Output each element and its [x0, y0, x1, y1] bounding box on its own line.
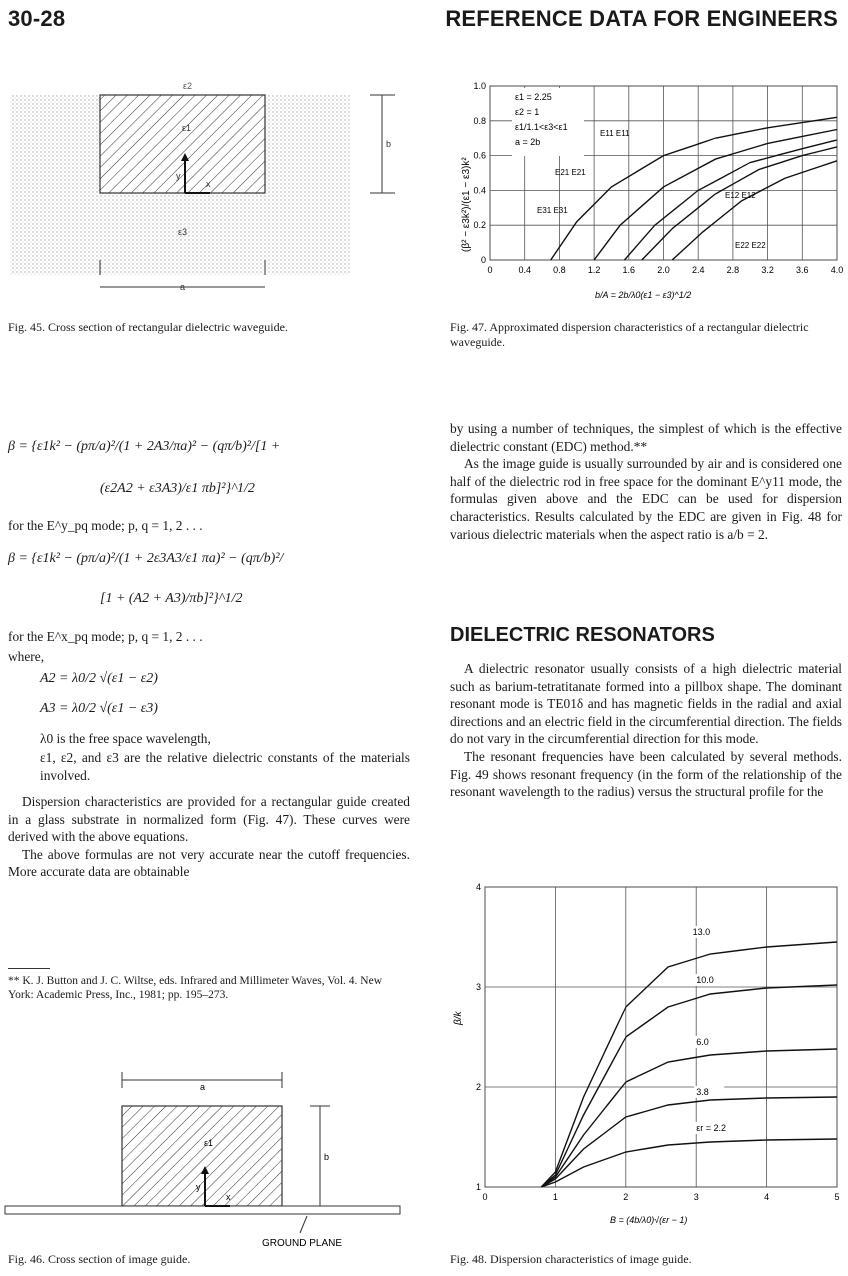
- fig46-y-label: y: [196, 1182, 201, 1192]
- fig45-diagram: [0, 75, 420, 305]
- fig47-curves: [551, 117, 837, 260]
- footnote: ** K. J. Button and J. C. Wiltse, eds. Infrared and Millimeter Waves, Vol. 4. New York: Academic Press, Inc., 1981; pp. 195–273.: [8, 975, 383, 1001]
- x-tick-label: 2: [623, 1192, 629, 1202]
- para-resonant-freq: The resonant frequencies have been calculated by several methods. Fig. 49 shows resonant frequency (in the form of the relationship of the resonant wavelength to the radius) versus the structural profile for the: [450, 748, 842, 800]
- equation-1-line-2: (ε2A2 + ε3A3)/ε1 πb]²}^1/2: [100, 481, 255, 496]
- fig46-diagram: [0, 1068, 420, 1248]
- fig47-param-1: ε1 = 2.25: [515, 92, 552, 102]
- fig46-caption: Fig. 46. Cross section of image guide.: [8, 1252, 191, 1266]
- x-tick-label: 2.8: [726, 265, 740, 275]
- right-column-resonator: [450, 660, 842, 801]
- dielectric-core: [100, 95, 265, 193]
- series-label-2: 10.0: [696, 975, 714, 985]
- series-label-3: 6.0: [696, 1037, 709, 1047]
- dispersion-paragraph: [8, 793, 410, 881]
- image-guide-core: [122, 1106, 282, 1206]
- fig47-mode-1: E11 E11: [600, 129, 630, 138]
- fig48-curves: [541, 942, 837, 1187]
- fig45-caption: Fig. 45. Cross section of rectangular dielectric waveguide.: [8, 320, 288, 334]
- y-tick-label: 0.2: [473, 220, 486, 231]
- fig45-y-label: y: [176, 171, 181, 181]
- fig47-mode-4: E12 E12: [725, 191, 756, 200]
- x-tick-label: 4.0: [830, 265, 844, 275]
- para-edc: by using a number of techniques, the simplest of which is the effective dielectric constant (EDC) method.**: [450, 421, 842, 454]
- where-label: where,: [8, 649, 45, 664]
- page-number: 30-28: [8, 6, 66, 31]
- y-tick-label: 2: [475, 1082, 481, 1092]
- ground-plane-label: GROUND PLANE: [262, 1238, 343, 1248]
- x-tick-label: 1.2: [587, 265, 601, 275]
- y-tick-label: 0.4: [473, 185, 486, 196]
- fig45-e1-label: ε1: [182, 123, 192, 133]
- equation-2-line-2: [1 + (A2 + A3)/πb]²}^1/2: [100, 591, 243, 606]
- fig45-a-label: a: [180, 282, 186, 292]
- y-tick-label: 0.6: [473, 150, 486, 161]
- fig47-ylabel: (β² − ε3k²)/(ε1 − ε3)k²: [461, 157, 472, 252]
- for-ex-mode: for the E^x_pq mode; p, q = 1, 2 . . .: [8, 629, 203, 644]
- x-tick-label: 3.6: [796, 265, 809, 275]
- series-label-4: 3.8: [696, 1087, 709, 1097]
- a3-definition: A3 = λ0/2 √(ε1 − ε3): [40, 701, 158, 716]
- x-tick-label: 0: [482, 1192, 488, 1202]
- section-heading: DIELECTRIC RESONATORS: [450, 624, 715, 646]
- epsilon-definition: ε1, ε2, and ε3 are the relative dielectric constants of the materials involved.: [40, 750, 410, 783]
- lambda0-definition: λ0 is the free space wavelength,: [40, 731, 211, 746]
- y-tick-label: 3: [475, 982, 481, 992]
- fig47-chart: [445, 78, 845, 308]
- para-dispersion: Dispersion characteristics are provided for a rectangular guide created in a glass substrate in normalized form (Fig. 47). These curves were derived with the above equations.: [8, 794, 410, 845]
- footnote-rule: [8, 968, 50, 969]
- fig45-x-label: x: [206, 179, 211, 189]
- x-tick-label: 2.4: [691, 265, 705, 275]
- fig48-ylabel: β/k: [453, 1011, 464, 1025]
- running-title: REFERENCE DATA FOR ENGINEERS: [445, 6, 838, 31]
- x-tick-label: 0.4: [518, 265, 531, 275]
- x-tick-label: 0.8: [553, 265, 566, 275]
- fig48-xlabel: B = (4b/λ0)√(εr − 1): [610, 1215, 688, 1225]
- fig48-caption: Fig. 48. Dispersion characteristics of image guide.: [450, 1252, 692, 1266]
- fig47-mode-2: E21 E21: [555, 168, 586, 177]
- para-image-guide: As the image guide is usually surrounded by air and is considered one half of the dielectric rod in free space for the dominant E^y11 mode, the formulas given above and the EDC can be used for dispersion characteristics. Results calculated by the EDC are given in Fig. 48 for various dielectric materials when the aspect ratio is a/b = 2.: [450, 456, 842, 542]
- fig48-ticks: [476, 882, 840, 1202]
- x-tick-label: 1: [552, 1192, 558, 1202]
- plot-frame: [485, 887, 837, 1187]
- para-accuracy: The above formulas are not very accurate near the cutoff frequencies. More accurate data are obtainable: [8, 846, 410, 880]
- fig47-mode-3: E31 E31: [537, 206, 568, 215]
- equation-1-line-1: β = {ε1k² − (pπ/a)²/(1 + 2A3/πa)² − (qπ/b)²/[1 +: [8, 439, 281, 454]
- fig46-b-label: b: [324, 1152, 330, 1162]
- fig47-param-2: ε2 = 1: [515, 107, 540, 117]
- x-tick-label: 0: [487, 265, 493, 275]
- y-tick-label: 1: [475, 1182, 481, 1192]
- fig47-xlabel: b/A = 2b/λ0(ε1 − ε3)^1/2: [595, 290, 692, 300]
- para-resonator: A dielectric resonator usually consists of a high dielectric material such as barium-tetratitanate formed into a pillbox shape. The dominant resonant mode is TE01δ and has magnetic fields in the radial and axial directions and an electric field in the circumferential direction. The fields do not vary in the circumferential direction for this mode.: [450, 661, 843, 747]
- fig45-b-label: b: [386, 139, 392, 149]
- fig46-a-label: a: [200, 1082, 206, 1092]
- y-tick-label: 1.0: [473, 81, 486, 91]
- series-label-5: εr = 2.2: [696, 1123, 726, 1133]
- fig45-e2-label: ε2: [183, 81, 193, 91]
- x-tick-label: 4: [764, 1192, 770, 1202]
- right-column-top: [450, 420, 842, 543]
- series-line-5: [541, 1139, 837, 1187]
- fig47-param-4: a = 2b: [515, 137, 541, 147]
- series-label-1: 13.0: [692, 927, 711, 937]
- fig47-param-3: ε1/1.1<ε3<ε1: [515, 122, 568, 132]
- x-tick-label: 3: [693, 1192, 699, 1202]
- ground-plane: [5, 1206, 400, 1214]
- fig47-caption: Fig. 47. Approximated dispersion characteristics of a rectangular dielectric waveguide.: [450, 320, 809, 349]
- fig45-e3-label: ε3: [178, 227, 188, 237]
- x-tick-label: 2.0: [657, 265, 670, 275]
- y-tick-label: 4: [475, 882, 481, 892]
- y-tick-label: 0: [480, 255, 486, 265]
- y-tick-label: 0.8: [473, 115, 486, 126]
- series-line-1: [541, 942, 837, 1187]
- x-tick-label: 5: [834, 1192, 840, 1202]
- x-tick-label: 3.2: [761, 265, 774, 275]
- x-tick-label: 1.6: [622, 265, 636, 275]
- fig47-mode-5: E22 E22: [735, 241, 766, 250]
- for-ey-mode: for the E^y_pq mode; p, q = 1, 2 . . .: [8, 518, 203, 533]
- equation-2-line-1: β = {ε1k² − (pπ/a)²/(1 + 2ε3A3/ε1 πa)² − (qπ/b)²/: [8, 551, 284, 566]
- series-line-2: [541, 985, 837, 1187]
- fig46-e1-label: ε1: [204, 1138, 214, 1148]
- fig48-chart: [445, 875, 845, 1235]
- a2-definition: A2 = λ0/2 √(ε1 − ε2): [40, 671, 158, 686]
- fig48-grid: [485, 887, 837, 1187]
- fig46-x-label: x: [226, 1192, 231, 1202]
